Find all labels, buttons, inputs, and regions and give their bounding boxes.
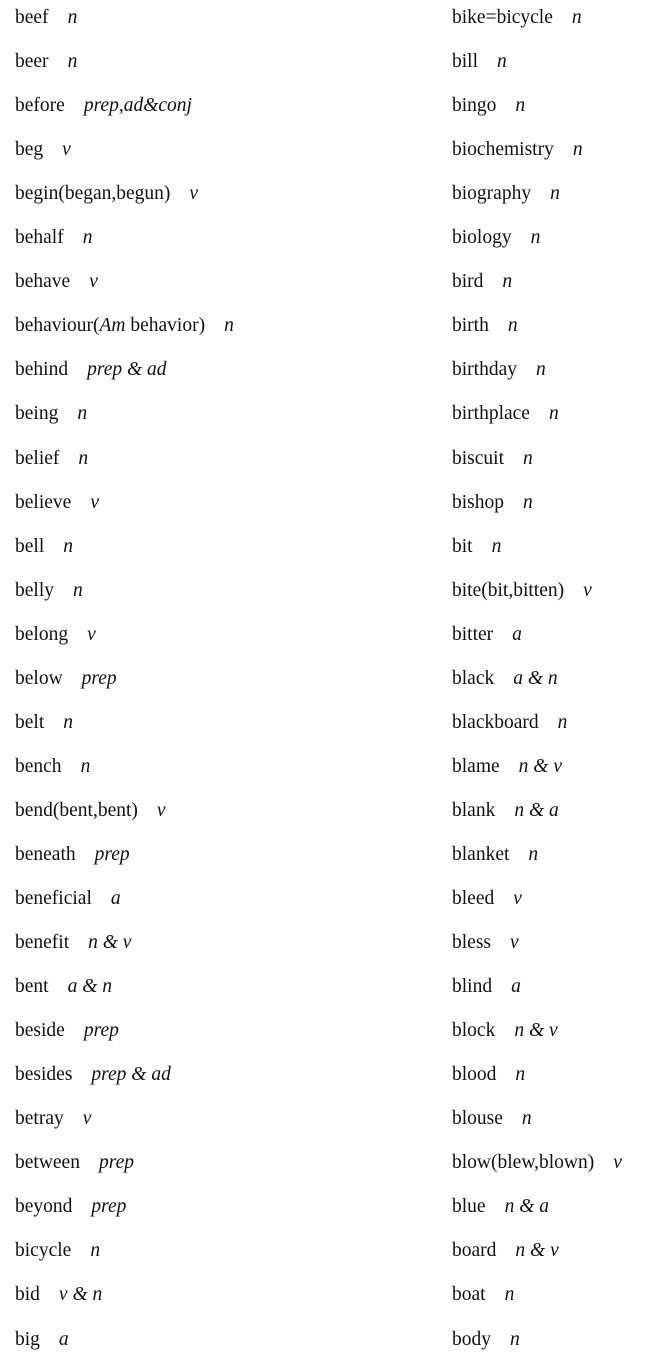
- entry-word: benefit: [15, 932, 70, 954]
- entry-part-of-speech: n: [521, 1108, 532, 1130]
- entry-part-of-speech: n: [557, 711, 568, 733]
- entry-word: beyond: [15, 1196, 73, 1218]
- entry-row: [15, 95, 192, 117]
- entry-row: [452, 1329, 520, 1351]
- entry-row: [15, 712, 73, 734]
- entry-row: [15, 536, 73, 558]
- entry-word: bicycle: [15, 1240, 72, 1262]
- entry-row: [452, 844, 538, 866]
- entry-row: [452, 932, 519, 954]
- entry-word: biscuit: [452, 447, 504, 469]
- entry-row: [452, 359, 546, 381]
- entry-part-of-speech: n: [535, 359, 546, 381]
- entry-row: [15, 448, 88, 470]
- entry-row: [452, 1152, 622, 1174]
- entry-row: [452, 1240, 559, 1262]
- entry-word: bid: [15, 1284, 40, 1306]
- entry-word: bend(bent,bent): [15, 799, 138, 821]
- entry-word: besides: [15, 1064, 73, 1086]
- entry-row: [452, 1064, 525, 1086]
- entry-word: bill: [452, 51, 479, 73]
- entry-row: [15, 888, 121, 910]
- entry-part-of-speech: prep: [81, 667, 117, 689]
- entry-part-of-speech: n: [82, 227, 93, 249]
- entry-part-of-speech: n & v: [88, 932, 132, 954]
- entry-part-of-speech: n & v: [514, 1020, 558, 1042]
- entry-part-of-speech: n & a: [514, 799, 559, 821]
- entry-word: bike=bicycle: [452, 7, 553, 28]
- entry-word: bitter: [452, 623, 494, 645]
- entry-row: [15, 580, 83, 602]
- entry-row: [15, 1284, 102, 1306]
- entry-word: blame: [452, 755, 500, 777]
- entry-part-of-speech: v: [82, 1108, 92, 1130]
- entry-part-of-speech: n: [530, 227, 541, 249]
- entry-word: bingo: [452, 95, 497, 117]
- entry-part-of-speech: n: [515, 1064, 526, 1086]
- entry-part-of-speech: v: [156, 799, 166, 821]
- entry-word: bent: [15, 976, 49, 998]
- entry-part-of-speech: v: [510, 932, 519, 954]
- entry-row: [452, 271, 512, 293]
- entry-part-of-speech: prep & ad: [91, 1064, 171, 1086]
- entry-part-of-speech: prep & ad: [87, 359, 167, 381]
- entry-row: [15, 227, 92, 249]
- entry-part-of-speech: a: [110, 888, 121, 909]
- entry-part-of-speech: n: [510, 1328, 520, 1350]
- entry-part-of-speech: n: [80, 755, 91, 777]
- entry-row: [15, 1108, 91, 1130]
- entry-row: [15, 800, 166, 822]
- entry-part-of-speech: n: [504, 1284, 515, 1306]
- entry-word: belief: [15, 447, 60, 469]
- entry-word: bit: [452, 535, 473, 557]
- entry-row: [15, 51, 77, 73]
- entry-row: [452, 1020, 558, 1042]
- entry-word: blouse: [452, 1108, 503, 1130]
- entry-word: black: [452, 667, 495, 689]
- entry-word: biology: [452, 227, 512, 249]
- entry-row: [15, 492, 99, 514]
- entry-row: [15, 1152, 134, 1174]
- entry-word-italic-part: Am: [99, 315, 126, 337]
- entry-word: blackboard: [452, 711, 539, 733]
- entry-row: [15, 139, 71, 161]
- entry-word: birthplace: [452, 403, 530, 425]
- entry-part-of-speech: a: [512, 623, 522, 645]
- entry-part-of-speech: a: [511, 976, 521, 998]
- entry-row: [15, 1196, 126, 1218]
- entry-row: [15, 1329, 69, 1351]
- entry-word: beg: [15, 139, 44, 161]
- entry-word: bird: [452, 271, 484, 293]
- entry-part-of-speech: n: [550, 183, 560, 205]
- entry-row: [452, 800, 559, 822]
- entry-row: [15, 1020, 119, 1042]
- entry-part-of-speech: n & v: [515, 1240, 559, 1262]
- entry-word: beneath: [15, 843, 76, 865]
- entry-row: [15, 183, 198, 205]
- entry-word: board: [452, 1240, 497, 1262]
- entry-row: [452, 1284, 514, 1306]
- entry-part-of-speech: prep,ad&conj: [83, 95, 192, 117]
- entry-word: beef: [15, 7, 49, 28]
- entry-word: blow(blew,blown): [452, 1152, 595, 1174]
- entry-part-of-speech: n: [497, 51, 507, 73]
- entry-part-of-speech: v: [90, 491, 99, 513]
- entry-part-of-speech: n: [67, 7, 78, 28]
- entry-word: bench: [15, 755, 62, 777]
- entry-word: biography: [452, 183, 532, 205]
- entry-word: blue: [452, 1196, 486, 1218]
- entry-part-of-speech: n: [571, 7, 582, 28]
- entry-row: [452, 227, 540, 249]
- entry-part-of-speech: prep: [98, 1152, 134, 1174]
- entry-word: big: [15, 1328, 40, 1350]
- entry-part-of-speech: n: [90, 1240, 101, 1262]
- entry-part-of-speech: a: [58, 1328, 69, 1350]
- entry-row: [452, 448, 533, 470]
- entry-row: [15, 976, 112, 998]
- entry-word: beer: [15, 51, 49, 73]
- entry-part-of-speech: n: [63, 535, 73, 557]
- entry-word-part: behavior): [125, 315, 206, 337]
- entry-word: body: [452, 1328, 491, 1350]
- entry-part-of-speech: v & n: [58, 1284, 103, 1306]
- entry-row: [452, 1108, 532, 1130]
- entry-part-of-speech: n: [523, 447, 533, 469]
- entry-word: belong: [15, 623, 69, 645]
- entry-part-of-speech: n: [507, 315, 518, 337]
- entry-row: [452, 139, 583, 161]
- entry-row: [452, 668, 558, 690]
- entry-part-of-speech: n & v: [518, 755, 562, 777]
- entry-word: [15, 315, 205, 336]
- entry-word: behave: [15, 271, 71, 293]
- entry-part-of-speech: n & a: [504, 1196, 549, 1218]
- entry-word: before: [15, 95, 65, 117]
- entry-word: bell: [15, 535, 45, 557]
- entry-part-of-speech: v: [189, 183, 199, 205]
- entry-row: [15, 668, 117, 690]
- entry-part-of-speech: n: [502, 271, 513, 293]
- entry-part-of-speech: v: [513, 888, 522, 909]
- entry-part-of-speech: v: [87, 623, 96, 645]
- entry-row: [15, 7, 77, 29]
- entry-word: between: [15, 1152, 80, 1174]
- entry-part-of-speech: n: [491, 535, 502, 557]
- entry-word: behind: [15, 359, 69, 381]
- entry-row: [15, 932, 131, 954]
- entry-row: [452, 7, 582, 29]
- entry-part-of-speech: prep: [94, 843, 130, 865]
- entry-part-of-speech: v: [62, 139, 71, 161]
- entry-part-of-speech: n: [515, 95, 526, 117]
- entry-word: bite(bit,bitten): [452, 579, 565, 601]
- entry-row: [15, 756, 90, 778]
- entry-part-of-speech: n: [572, 139, 583, 161]
- entry-part-of-speech: n: [224, 315, 234, 337]
- entry-row: [452, 580, 592, 602]
- entry-word: begin(began,begun): [15, 183, 171, 205]
- entry-row: [452, 976, 521, 998]
- entry-part-of-speech: n: [528, 843, 539, 865]
- entry-word: belt: [15, 711, 45, 733]
- entry-word: boat: [452, 1284, 486, 1306]
- entry-part-of-speech: prep: [83, 1020, 119, 1042]
- entry-word-part: behaviour(: [15, 315, 100, 337]
- entry-row: [15, 271, 98, 293]
- entry-row: [15, 624, 96, 646]
- entry-row: [15, 844, 130, 866]
- entry-word: beside: [15, 1020, 65, 1042]
- entry-row: [15, 315, 234, 337]
- entry-row: [452, 536, 501, 558]
- entry-part-of-speech: v: [613, 1152, 622, 1174]
- entry-row: [452, 888, 522, 910]
- entry-row: [452, 315, 518, 337]
- entry-word: blank: [452, 799, 496, 821]
- entry-word: blood: [452, 1064, 497, 1086]
- entry-word: block: [452, 1020, 496, 1042]
- entry-part-of-speech: n: [63, 711, 73, 733]
- entry-word: bishop: [452, 491, 505, 513]
- entry-word: believe: [15, 491, 72, 513]
- entry-row: [452, 492, 533, 514]
- entry-word: biochemistry: [452, 139, 554, 161]
- entry-word: blind: [452, 976, 493, 998]
- entry-word: bleed: [452, 888, 495, 909]
- entry-part-of-speech: v: [89, 271, 98, 293]
- entry-row: [452, 95, 525, 117]
- entry-row: [15, 359, 167, 381]
- entry-word: bless: [452, 932, 491, 954]
- entry-part-of-speech: n: [73, 579, 83, 601]
- entry-part-of-speech: prep: [91, 1196, 127, 1218]
- entry-row: [15, 1064, 171, 1086]
- entry-word: being: [15, 403, 59, 425]
- entry-word: birth: [452, 315, 489, 337]
- entry-row: [452, 712, 567, 734]
- entry-row: [452, 183, 560, 205]
- entry-word: behalf: [15, 227, 64, 249]
- entry-word: beneficial: [15, 888, 92, 909]
- entry-row: [15, 403, 87, 425]
- entry-part-of-speech: n: [78, 447, 89, 469]
- entry-part-of-speech: a & n: [513, 667, 558, 689]
- entry-row: [452, 756, 562, 778]
- entry-part-of-speech: a & n: [67, 976, 112, 998]
- entry-row: [452, 51, 507, 73]
- entry-part-of-speech: n: [77, 403, 88, 425]
- entry-word: betray: [15, 1108, 64, 1130]
- entry-word: birthday: [452, 359, 517, 381]
- entry-row: [452, 1196, 549, 1218]
- entry-word: belly: [15, 579, 54, 601]
- entry-row: [452, 403, 559, 425]
- entry-part-of-speech: n: [548, 403, 559, 425]
- entry-row: [15, 1240, 100, 1262]
- entry-part-of-speech: n: [67, 51, 78, 73]
- entry-part-of-speech: v: [583, 579, 592, 601]
- entry-word: blanket: [452, 843, 510, 865]
- entry-part-of-speech: n: [523, 491, 533, 513]
- entry-word: below: [15, 667, 63, 689]
- entry-row: [452, 624, 522, 646]
